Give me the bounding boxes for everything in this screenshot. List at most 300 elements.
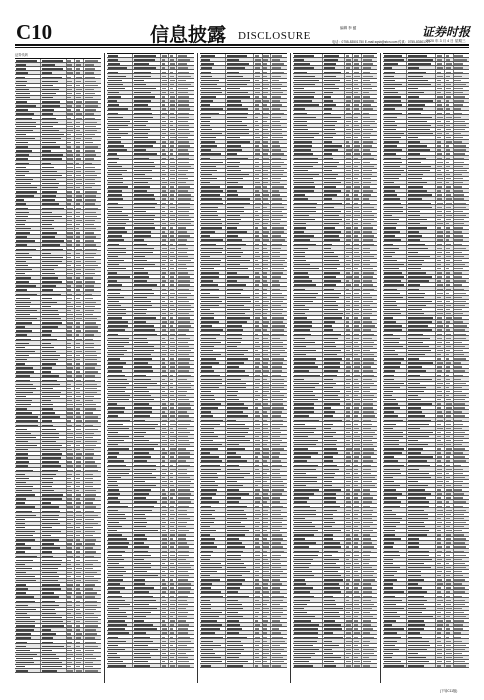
table-cell (67, 509, 76, 512)
table-cell (133, 435, 161, 438)
table-cell (75, 186, 84, 189)
table-cell (75, 550, 84, 553)
table-cell (67, 575, 76, 578)
table-cell (75, 669, 84, 672)
table-cell (75, 542, 84, 545)
editor-line: 编辑 李 蕴 (340, 26, 356, 31)
table-cell (67, 202, 76, 205)
table-cell (84, 96, 101, 99)
table-cell (15, 538, 41, 541)
table-cell (107, 173, 133, 176)
table-cell (169, 185, 178, 188)
table-cell (75, 497, 84, 500)
table-cell (133, 275, 161, 278)
table-cell (133, 402, 161, 405)
table-cell (75, 206, 84, 209)
table-cell (84, 575, 101, 578)
table-cell (133, 418, 161, 421)
table-cell (161, 287, 169, 290)
table-cell (161, 345, 169, 348)
table-cell (133, 414, 161, 417)
table-cell (84, 112, 101, 115)
table-cell (75, 71, 84, 74)
table-cell (41, 399, 67, 402)
table-cell (15, 79, 41, 82)
table-cell (75, 309, 84, 312)
table-cell (107, 365, 133, 368)
table-cell (67, 100, 76, 103)
table-cell (75, 125, 84, 128)
table-cell (169, 74, 178, 77)
table-cell (41, 370, 67, 373)
table-cell (75, 178, 84, 181)
table-cell (133, 238, 161, 241)
table-cell (169, 160, 178, 163)
table-cell (15, 251, 41, 254)
table-cell (84, 468, 101, 471)
table-cell (41, 145, 67, 148)
table-cell (41, 509, 67, 512)
table-cell (41, 194, 67, 197)
table-cell (84, 67, 101, 70)
table-cell (84, 63, 101, 66)
table-cell (75, 108, 84, 111)
table-cell (67, 59, 76, 62)
table-cell (67, 477, 76, 480)
table-cell (41, 387, 67, 390)
table-cell (67, 501, 76, 504)
table-cell (161, 332, 169, 335)
table-cell (15, 599, 41, 602)
table-cell (67, 391, 76, 394)
table-cell (15, 534, 41, 537)
table-cell (67, 448, 76, 451)
table-cell (67, 513, 76, 516)
table-cell (75, 440, 84, 443)
table-cell (84, 612, 101, 615)
table-cell (75, 620, 84, 623)
table-cell (177, 361, 194, 364)
table-cell (169, 365, 178, 368)
table-cell (169, 312, 178, 315)
table-cell (177, 132, 194, 135)
table-cell (169, 308, 178, 311)
table-cell (177, 410, 194, 413)
table-cell (169, 373, 178, 376)
table-cell (41, 485, 67, 488)
table-cell (169, 255, 178, 258)
table-cell (161, 140, 169, 143)
table-cell (161, 136, 169, 139)
table-cell (75, 538, 84, 541)
table-cell (177, 218, 194, 221)
table-cell (161, 365, 169, 368)
table-cell (169, 283, 178, 286)
table-cell (75, 296, 84, 299)
table-cell (41, 268, 67, 271)
table-cell (84, 133, 101, 136)
table-cell (41, 415, 67, 418)
table-cell (75, 432, 84, 435)
table-cell (177, 414, 194, 417)
table-cell (41, 464, 67, 467)
header-rule (15, 44, 469, 46)
table-cell (75, 141, 84, 144)
table-cell (169, 271, 178, 274)
table-cell (75, 133, 84, 136)
table-cell (41, 620, 67, 623)
table-cell (107, 107, 133, 110)
table-cell (41, 378, 67, 381)
table-cell (75, 239, 84, 242)
table-cell (15, 550, 41, 553)
table-cell (75, 350, 84, 353)
table-cell (75, 92, 84, 95)
table-cell (177, 283, 194, 286)
table-cell (161, 255, 169, 258)
table-cell (84, 79, 101, 82)
table-cell (107, 74, 133, 77)
table-cell (107, 390, 133, 393)
table-cell (161, 120, 169, 123)
table-cell (75, 264, 84, 267)
table-cell (84, 628, 101, 631)
table-cell (107, 66, 133, 69)
table-cell (75, 522, 84, 525)
table-cell (161, 369, 169, 372)
table-cell (15, 358, 41, 361)
table-cell (107, 132, 133, 135)
table-cell (84, 432, 101, 435)
table-cell (169, 398, 178, 401)
table-cell (67, 644, 76, 647)
table-cell (41, 170, 67, 173)
table-cell (177, 205, 194, 208)
table-cell (84, 603, 101, 606)
table-cell (107, 394, 133, 397)
table-cell (84, 129, 101, 132)
table-cell (169, 226, 178, 229)
table-cell (84, 558, 101, 561)
table-cell (41, 239, 67, 242)
table-cell (15, 391, 41, 394)
table-cell (133, 132, 161, 135)
table-cell (107, 214, 133, 217)
table-cell (107, 435, 133, 438)
table-cell (15, 247, 41, 250)
table-cell (133, 308, 161, 311)
table-cell (161, 214, 169, 217)
table-cell (161, 300, 169, 303)
table-cell (15, 161, 41, 164)
table-cell (107, 373, 133, 376)
table-cell (169, 79, 178, 82)
table-cell (67, 583, 76, 586)
table-cell (133, 271, 161, 274)
table-cell (84, 382, 101, 385)
table-cell (41, 538, 67, 541)
table-cell (41, 526, 67, 529)
table-cell (107, 316, 133, 319)
table-cell (177, 99, 194, 102)
table-cell (67, 321, 76, 324)
table-cell (161, 222, 169, 225)
table-cell (75, 292, 84, 295)
table-cell (161, 226, 169, 229)
table-cell (41, 452, 67, 455)
table-cell (75, 456, 84, 459)
table-cell (107, 345, 133, 348)
table-cell (133, 324, 161, 327)
table-cell (75, 485, 84, 488)
table-cell (41, 161, 67, 164)
table-cell (84, 301, 101, 304)
table-cell (107, 414, 133, 417)
table-cell (41, 362, 67, 365)
table-cell (15, 423, 41, 426)
table-cell (177, 431, 194, 434)
table-cell (41, 632, 67, 635)
column-divider (104, 53, 105, 683)
table-cell (75, 649, 84, 652)
table-cell (133, 79, 161, 82)
table-cell (67, 485, 76, 488)
table-cell (107, 181, 133, 184)
table-cell (84, 415, 101, 418)
table-cell (15, 292, 41, 295)
table-cell (161, 165, 169, 168)
table-cell (107, 328, 133, 331)
table-cell (107, 83, 133, 86)
table-cell (177, 136, 194, 139)
table-cell (75, 284, 84, 287)
table-cell (67, 301, 76, 304)
table-cell (67, 452, 76, 455)
table-cell (67, 251, 76, 254)
table-cell (41, 296, 67, 299)
table-cell (15, 591, 41, 594)
table-cell (169, 91, 178, 94)
table-cell (169, 332, 178, 335)
table-cell (84, 620, 101, 623)
table-cell (107, 349, 133, 352)
table-cell (161, 79, 169, 82)
table-cell (161, 373, 169, 376)
table-cell (84, 337, 101, 340)
table-cell (67, 661, 76, 664)
table-cell (67, 92, 76, 95)
table-cell (133, 144, 161, 147)
table-cell (107, 177, 133, 180)
table-cell (41, 444, 67, 447)
table-cell (84, 477, 101, 480)
table-cell (75, 378, 84, 381)
table-cell (15, 468, 41, 471)
table-cell (107, 259, 133, 262)
table-cell (169, 70, 178, 73)
table-cell (15, 219, 41, 222)
table-cell (161, 144, 169, 147)
table-cell (177, 74, 194, 77)
table-cell (169, 328, 178, 331)
table-cell (15, 657, 41, 660)
table-cell (84, 550, 101, 553)
table-cell (41, 599, 67, 602)
table-cell (67, 526, 76, 529)
table-cell (67, 264, 76, 267)
table-cell (107, 54, 133, 57)
table-cell (107, 111, 133, 114)
table-cell (41, 374, 67, 377)
table-cell (15, 305, 41, 308)
table-cell (41, 489, 67, 492)
table-cell (84, 251, 101, 254)
table-cell (84, 137, 101, 140)
table-cell (67, 427, 76, 430)
table-cell (84, 509, 101, 512)
table-cell (169, 341, 178, 344)
table-cell (84, 108, 101, 111)
table-cell (177, 193, 194, 196)
table-cell (75, 558, 84, 561)
table-cell (177, 308, 194, 311)
table-cell (15, 317, 41, 320)
table-cell (15, 370, 41, 373)
table-cell (67, 317, 76, 320)
table-cell (133, 140, 161, 143)
table-cell (133, 107, 161, 110)
table-cell (75, 608, 84, 611)
table-cell (67, 178, 76, 181)
table-cell (84, 579, 101, 582)
table-cell (161, 197, 169, 200)
table-cell (67, 374, 76, 377)
table-cell (107, 120, 133, 123)
table-cell (67, 112, 76, 115)
table-cell (133, 210, 161, 213)
table-cell (15, 120, 41, 123)
table-cell (67, 632, 76, 635)
table-cell (84, 399, 101, 402)
table-cell (84, 563, 101, 566)
table-cell (75, 411, 84, 414)
table-cell (107, 99, 133, 102)
table-cell (177, 341, 194, 344)
table-cell (75, 276, 84, 279)
table-cell (84, 624, 101, 627)
table-cell (67, 260, 76, 263)
table-cell (169, 124, 178, 127)
table-cell (107, 271, 133, 274)
table-cell (133, 431, 161, 434)
table-cell (41, 235, 67, 238)
table-cell (161, 156, 169, 159)
table-cell (15, 75, 41, 78)
table-cell (15, 485, 41, 488)
table-cell (75, 202, 84, 205)
table-cell (67, 440, 76, 443)
table-cell (161, 386, 169, 389)
table-cell (177, 336, 194, 339)
table-cell (161, 394, 169, 397)
table-cell (75, 395, 84, 398)
table-cell (15, 362, 41, 365)
table-cell (169, 58, 178, 61)
table-cell (67, 67, 76, 70)
table-cell (107, 242, 133, 245)
table-cell (15, 210, 41, 213)
table-cell (169, 165, 178, 168)
table-cell (41, 395, 67, 398)
table-cell (15, 649, 41, 652)
table-cell (84, 661, 101, 664)
table-cell (41, 301, 67, 304)
table-cell (15, 440, 41, 443)
table-cell (161, 402, 169, 405)
table-cell (177, 70, 194, 73)
table-cell (107, 124, 133, 127)
table-cell (84, 210, 101, 213)
table-cell (15, 67, 41, 70)
table-cell (15, 407, 41, 410)
table-cell (15, 542, 41, 545)
table-cell (75, 640, 84, 643)
table-cell (67, 276, 76, 279)
table-cell (84, 161, 101, 164)
table-cell (67, 464, 76, 467)
table-cell (177, 406, 194, 409)
table-cell (107, 160, 133, 163)
table-cell (107, 144, 133, 147)
table-cell (75, 219, 84, 222)
table-cell (41, 419, 67, 422)
table-cell (15, 575, 41, 578)
table-cell (67, 530, 76, 533)
table-cell (75, 210, 84, 213)
table-cell (133, 193, 161, 196)
table-cell (107, 377, 133, 380)
table-cell (107, 128, 133, 131)
table-cell (15, 108, 41, 111)
table-cell (67, 571, 76, 574)
table-cell (41, 554, 67, 557)
table-cell (161, 111, 169, 114)
table-cell (67, 88, 76, 91)
table-cell (15, 624, 41, 627)
table-cell (41, 591, 67, 594)
table-cell (67, 239, 76, 242)
table-cell (41, 669, 67, 672)
table-cell (84, 599, 101, 602)
table-cell (177, 328, 194, 331)
table-cell (107, 218, 133, 221)
table-cell (67, 325, 76, 328)
table-cell (15, 518, 41, 521)
table-cell (41, 79, 67, 82)
table-cell (15, 472, 41, 475)
table-cell (169, 189, 178, 192)
table-cell (75, 157, 84, 160)
table-cell (75, 227, 84, 230)
table-cell (41, 587, 67, 590)
table-cell (15, 620, 41, 623)
table-cell (84, 75, 101, 78)
table-cell (161, 308, 169, 311)
table-cell (133, 103, 161, 106)
table-cell (169, 263, 178, 266)
table-cell (67, 71, 76, 74)
table-cell (133, 390, 161, 393)
